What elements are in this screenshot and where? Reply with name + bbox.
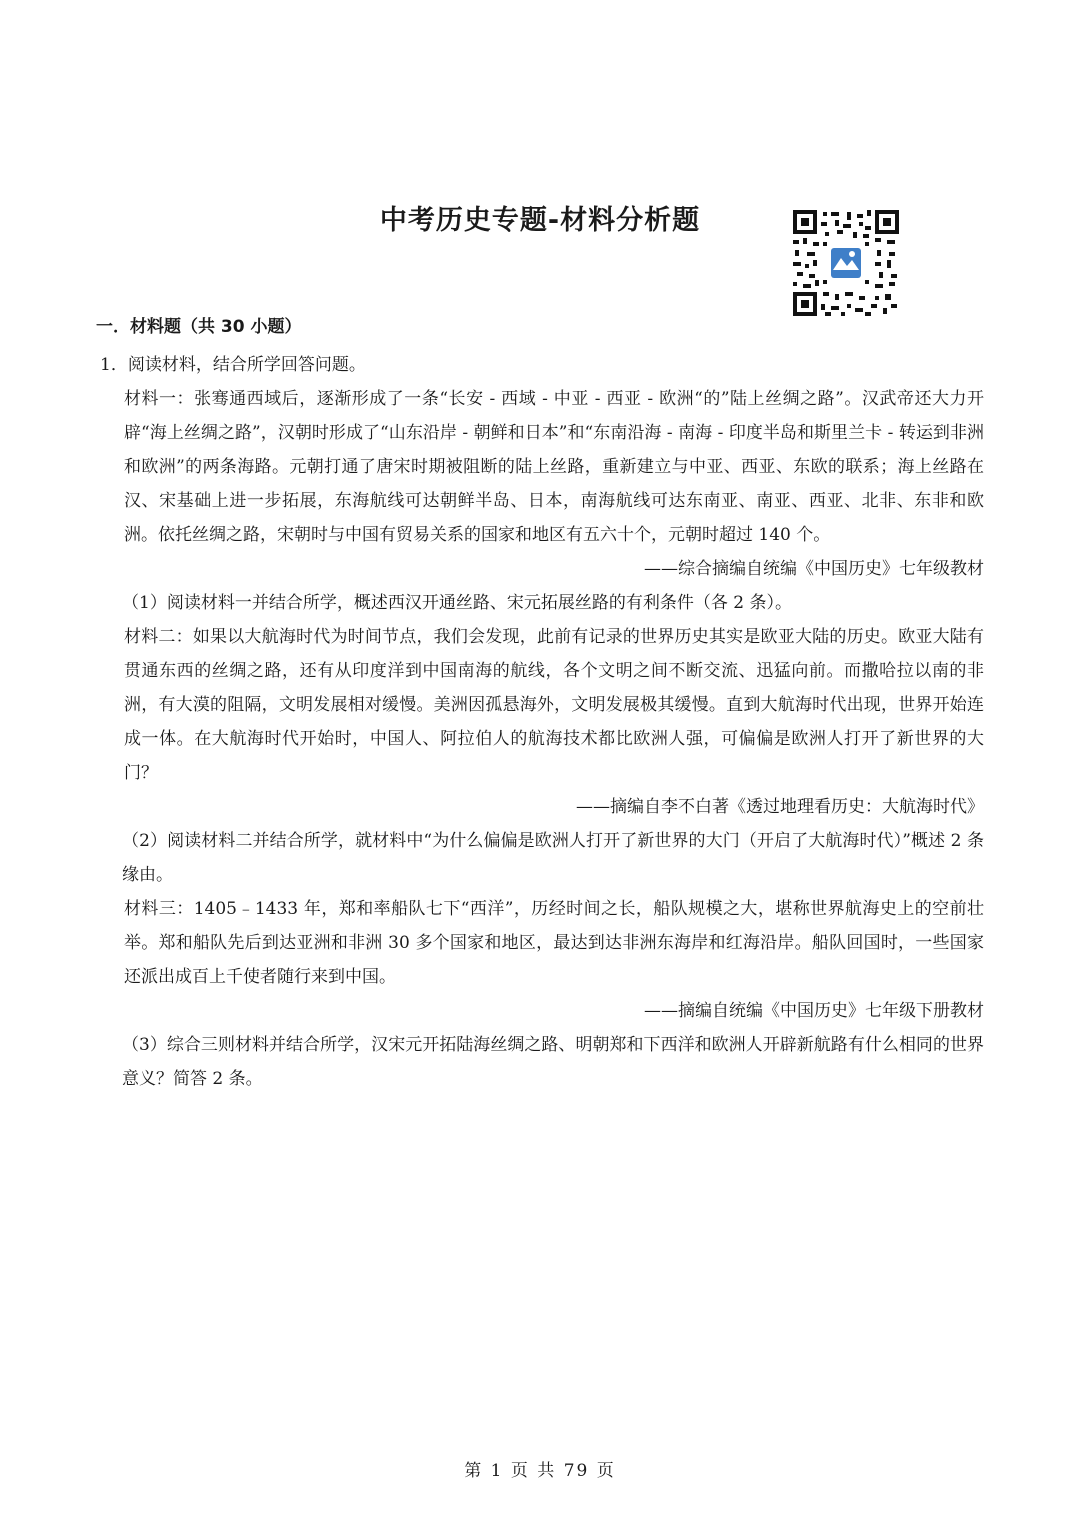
material-one: 材料一：张骞通西域后，逐渐形成了一条“长安 - 西域 - 中亚 - 西亚 - 欧洲“的”陆上丝绸之路”。汉武帝还大力开辟“海上丝绸之路”，汉朝时形成了“山东沿岸 - 朝鲜和日本”和“东南沿海 - 南海 - 印度半岛和斯里兰卡 - 转运到非洲和欧洲”的两条海路。元朝打通了唐宋时期被阻断的陆上丝路，重新建立与中亚、西亚、东欧的联系；海上丝路在汉、宋基础上进一步拓展，东海航线可达朝鲜半岛、日本，南海航线可达东南亚、南亚、西亚、北非、东非和欧洲。依托丝绸之路，宋朝时与中国有贸易关系的国家和地区有五六十个，元朝时超过 140 个。 [124,389,985,545]
material-three: 材料三：1405﹣1433 年，郑和率船队七下“西洋”，历经时间之长，船队规模之大，堪称世界航海史上的空前壮举。郑和船队先后到达亚洲和非洲 30 多个国家和地区，最达到达非洲东海岸和红海沿岸。船队回国时，一些国家还派出成百上千使者随行来到中国。 [124,899,984,987]
sub-question-three: （3）综合三则材料并结合所学，汉宋元开拓陆海丝绸之路、明朝郑和下西洋和欧洲人开辟新航路有什么相同的世界意义？简答 2 条。 [122,1035,984,1089]
sub-question-one: （1）阅读材料一并结合所学，概述西汉开通丝路、宋元拓展丝路的有利条件（各 2 条）。 [122,593,792,613]
source-one: ——综合摘编自统编《中国历史》七年级教材 [644,559,984,579]
qr-code-icon [791,208,901,318]
sub-question-two: （2）阅读材料二并结合所学，就材料中“为什么偏偏是欧洲人打开了新世界的大门（开启了大航海时代）”概述 2 条缘由。 [122,831,984,885]
question-content [100,348,984,1096]
page-title: 中考历史专题-材料分析题 [379,205,701,236]
question-intro: 1．阅读材料，结合所学回答问题。 [100,355,366,375]
source-three: ——摘编自统编《中国历史》七年级下册教材 [644,1001,984,1021]
section-heading: 一．材料题（共 30 小题） [96,317,302,337]
source-two: ——摘编自李不白著《透过地理看历史：大航海时代》 [576,797,984,817]
page-footer: 第 1 页 共 79 页 [464,1461,616,1481]
material-two: 材料二：如果以大航海时代为时间节点，我们会发现，此前有记录的世界历史其实是欧亚大陆的历史。欧亚大陆有贯通东西的丝绸之路，还有从印度洋到中国南海的航线，各个文明之间不断交流、迅猛向前。而撒哈拉以南的非洲，有大漠的阻隔，文明发展相对缓慢。美洲因孤悬海外，文明发展极其缓慢。直到大航海时代出现，世界开始连成一体。在大航海时代开始时，中国人、阿拉伯人的航海技术都比欧洲人强，可偏偏是欧洲人打开了新世界的大门？ [124,627,984,783]
